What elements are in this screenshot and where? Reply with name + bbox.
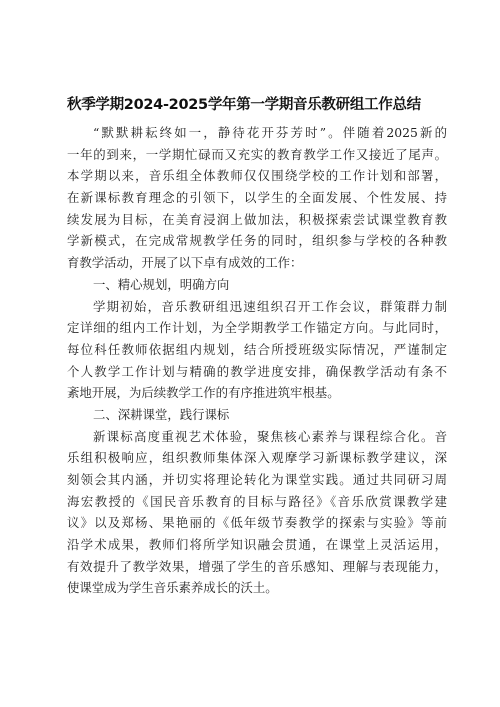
paragraph-line: 一年的到来，一学期忙碌而又充实的教育教学工作又接近了尾声。	[67, 146, 447, 162]
paragraph-line: 续发展为目标，在美育浸润上做加法，积极探索尝试课堂教育教	[67, 211, 447, 227]
document-body	[67, 122, 447, 599]
paragraph-line: 育教学活动，开展了以下卓有成效的工作：	[67, 255, 303, 271]
paragraph-line: 在新课标教育理念的引领下，以学生的全面发展、个性发展、持	[67, 190, 447, 206]
paragraph-line: 议》以及郑杨、果艳丽的《低年级节奏教学的探索与实验》等前	[67, 515, 447, 531]
document-title: 秋季学期2024-2025学年第一学期音乐教研组工作总结	[67, 97, 421, 113]
paragraph-line: 本学期以来，音乐组全体教师仅仅围绕学校的工作计划和部署，	[67, 168, 447, 184]
paragraph-line: “默默耕耘终如一，静待花开芬芳时”。伴随着2025新的	[93, 125, 447, 140]
paragraph-line: 一、精心规划，明确方向	[93, 276, 230, 292]
paragraph-line: 使课堂成为学生音乐素养成长的沃土。	[67, 580, 278, 596]
paragraph-line: 学期初始，音乐教研组迅速组织召开工作会议，群策群力制	[93, 298, 447, 314]
paragraph-line: 沿学术成果，教师们将所学知识融会贯通，在课堂上灵活运用，	[67, 537, 447, 553]
paragraph-line: 乐组积极响应，组织教师集体深入观摩学习新课标教学建议，深	[67, 450, 447, 466]
paragraph-line: 刻领会其内涵，并切实将理论转化为课堂实践。通过共同研习周	[67, 472, 447, 487]
paragraph-line: 海宏教授的《国民音乐教育的目标与路径》《音乐欣赏课教学建	[67, 493, 447, 509]
paragraph-line: 紊地开展，为后续教学工作的有序推进筑牢根基。	[67, 385, 340, 401]
paragraph-line: 新课标高度重视艺术体验，聚焦核心素养与课程综合化。音	[93, 428, 447, 444]
paragraph-line: 二、深耕课堂，践行课标	[93, 406, 230, 422]
paragraph-line: 学新模式，在完成常规教学任务的同时，组织参与学校的各种教	[67, 233, 447, 249]
paragraph-line: 个人教学工作计划与精确的教学进度安排，确保教学活动有条不	[67, 363, 447, 379]
paragraph-line: 定详细的组内工作计划，为全学期教学工作锚定方向。与此同时，	[67, 320, 447, 336]
paragraph-line: 有效提升了教学效果，增强了学生的音乐感知、理解与表现能力，	[67, 558, 447, 574]
paragraph-line: 每位科任教师依据组内规划，结合所授班级实际情况，严谨制定	[67, 341, 447, 357]
